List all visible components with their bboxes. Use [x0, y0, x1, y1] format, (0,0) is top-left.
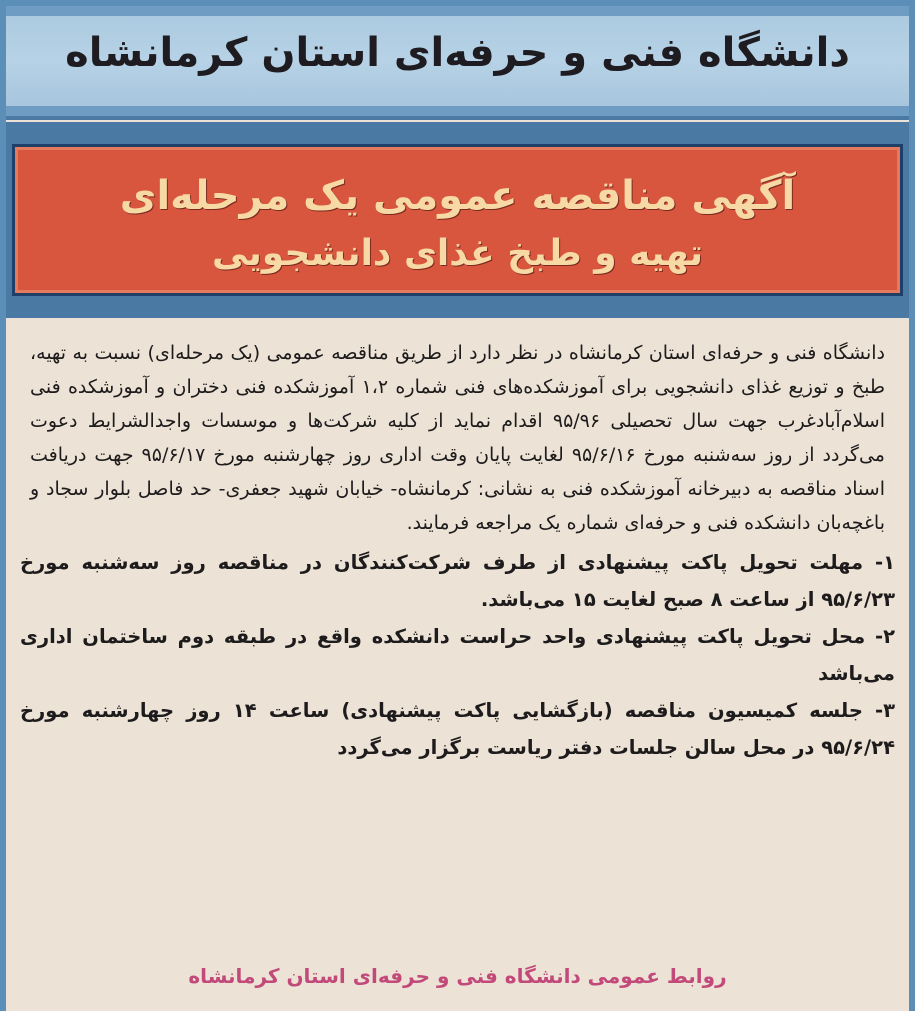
notice-frame: [6, 6, 909, 1011]
header-band: [6, 6, 909, 120]
condition-item: ۲- محل تحویل پاکت پیشنهادی واحد حراست دانشکده واقع در طبقه دوم ساختمان اداری می‌باشد: [20, 625, 895, 685]
tender-banner: [12, 144, 903, 296]
org-title: دانشگاه فنی و حرفه‌ای استان کرمانشاه: [65, 30, 850, 76]
condition-item: ۳- جلسه کمیسیون مناقصه (بازگشایی پاکت پیشنهادی) ساعت ۱۴ روز چهارشنبه مورخ ۹۵/۶/۲۴ در محل سالن جلسات دفتر ریاست برگزار می‌گردد: [20, 699, 895, 759]
banner-wrap: [6, 122, 909, 318]
notice-body: [20, 336, 895, 766]
public-relations-signature: روابط عمومی دانشگاه فنی و حرفه‌ای استان کرمانشاه: [188, 964, 727, 988]
header-stripe-top: [6, 6, 909, 16]
banner-subtitle: تهیه و طبخ غذای دانشجویی: [211, 233, 703, 274]
intro-paragraph: دانشگاه فنی و حرفه‌ای استان کرمانشاه در نظر دارد از طریق مناقصه عمومی (یک مرحله‌ای) نسبت به تهیه، طبخ و توزیع غذای دانشجویی برای آموزشکده‌های فنی شماره ۱،۲ آموزشکده فنی دختران و آموزشکده فنی اسلام‌آبادغرب جهت سال تحصیلی ۹۵/۹۶ اقدام نماید از کلیه شرکت‌ها و موسسات واجدالشرایط دعوت می‌گردد از روز سه‌شنبه مورخ ۹۵/۶/۱۶ لغایت پایان وقت اداری روز چهارشنبه مورخ ۹۵/۶/۱۷ جهت دریافت اسناد مناقصه به دبیرخانه آموزشکده فنی به نشانی: کرمانشاه- خیابان شهید جعفری- حد فاصل بلوار سجاد و باغچه‌بان دانشکده فنی و حرفه‌ای شماره یک مراجعه فرمایند.: [30, 342, 885, 534]
banner-title: آگهی مناقصه عمومی یک مرحله‌ای: [119, 173, 796, 219]
header-stripe-bottom: [6, 106, 909, 116]
conditions-list: [20, 544, 895, 766]
condition-item: ۱- مهلت تحویل پاکت پیشنهادی از طرف شرکت‌کنندگان در مناقصه روز سه‌شنبه مورخ ۹۵/۶/۲۳ از ساعت ۸ صبح لغایت ۱۵ می‌باشد.: [20, 551, 895, 611]
